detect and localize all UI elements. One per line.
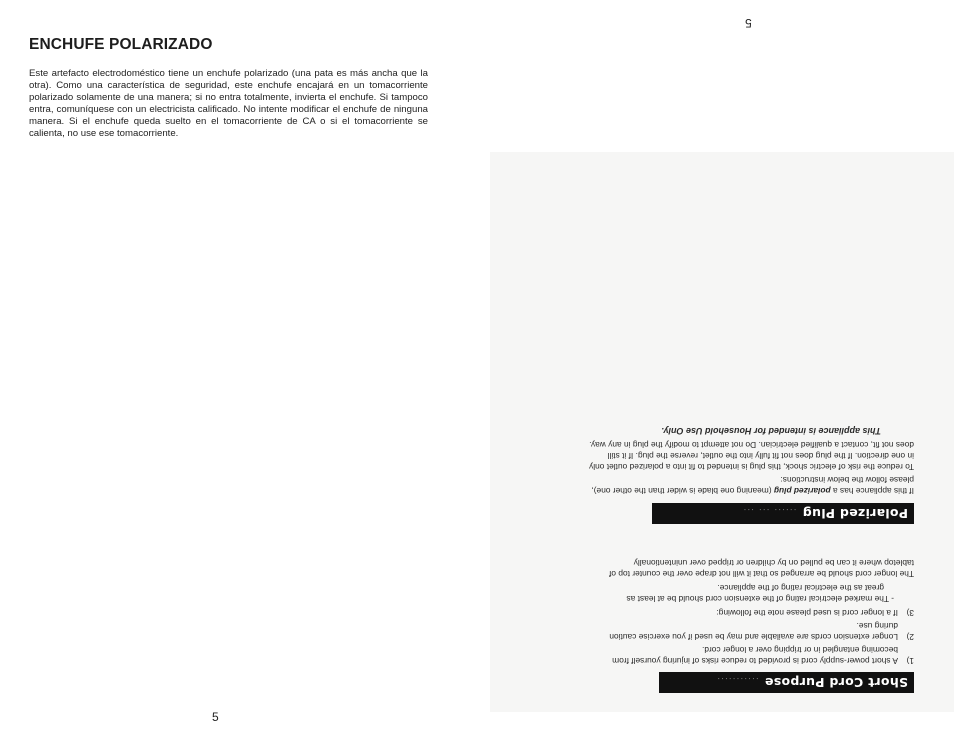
list-number: 1) [906, 656, 914, 666]
intro-text: If this appliance has a [830, 486, 914, 496]
sub-item-line: great as the electrical rating of the appliance. [717, 583, 884, 594]
body-line: tabletop where it can be pulled on by children or tripped over unintentionally [633, 558, 914, 569]
list-line: If a longer cord is used please note the following: [716, 608, 898, 618]
household-notice: This appliance is intended for Household Use Only. [661, 426, 881, 436]
page-number-left: 5 [212, 710, 219, 724]
list-item [609, 631, 914, 642]
body-line: To reduce the risk of electric shock, this plug is intended to fit into a polarized outlet only [589, 462, 914, 472]
list-item-continuation [857, 620, 914, 631]
list-line: Longer extension cords are available and may be used if you exercise caution [609, 632, 898, 642]
short-cord-heading: Short Cord Purpose [764, 675, 908, 690]
list-line: becoming entangled in or tripping over a longer cord. [701, 645, 898, 656]
sub-item-line: - The marked electrical rating of the extension cord should be at least as [626, 594, 894, 604]
intro-emphasis: polarized plug [773, 486, 831, 496]
body-line: please follow the below instructions: [780, 475, 914, 486]
short-cord-heading-bar [659, 672, 914, 693]
heading-dots: ...... ... ... [742, 506, 797, 516]
polarized-intro-line [591, 485, 914, 496]
scanned-english-page [490, 152, 954, 712]
polarized-plug-heading: Polarized Plug [802, 506, 908, 521]
body-paragraph: Este artefacto electrodoméstico tiene un enchufe polarizado (una pata es más ancha que la otra). Como una característica de seguridad, este enchufe encajará en un tomacorriente polarizado solamente de una manera; si no entra totalmente, invierta el enchufe. Si tampoco entra, comuníquese con un electricista calificado. No intente modificar el enchufe de ninguna manera. Si el enchufe queda suelto en el tomacorriente de CA o si el tomacorriente se calienta, no use ese tomacorriente. [29, 68, 428, 139]
list-line: during use. [856, 621, 898, 632]
intro-text: (meaning one blade is wider than the other one), [591, 486, 774, 496]
page-title: ENCHUFE POLARIZADO [29, 36, 213, 53]
heading-dots: ........... [716, 675, 759, 685]
list-number: 2) [906, 632, 914, 642]
list-item [612, 655, 914, 666]
list-item [716, 607, 914, 618]
scanned-page-content [490, 152, 954, 712]
body-line: in one direction. If the plug does not fit fully into the outlet, reverse the plug. If it still [607, 451, 914, 462]
body-line: The longer cord should be arranged so that it will not drape over the counter top of [609, 569, 914, 579]
page-number-right: 5 [745, 16, 752, 30]
list-number: 3) [906, 608, 914, 618]
polarized-plug-heading-bar [652, 503, 914, 524]
list-line: A short power-supply cord is provided to reduce risks of injuring yourself from [612, 656, 898, 666]
list-item-continuation [702, 644, 914, 655]
body-line: does not fit, contact a qualified electrician. Do not attempt to modify the plug in any way. [589, 440, 914, 451]
